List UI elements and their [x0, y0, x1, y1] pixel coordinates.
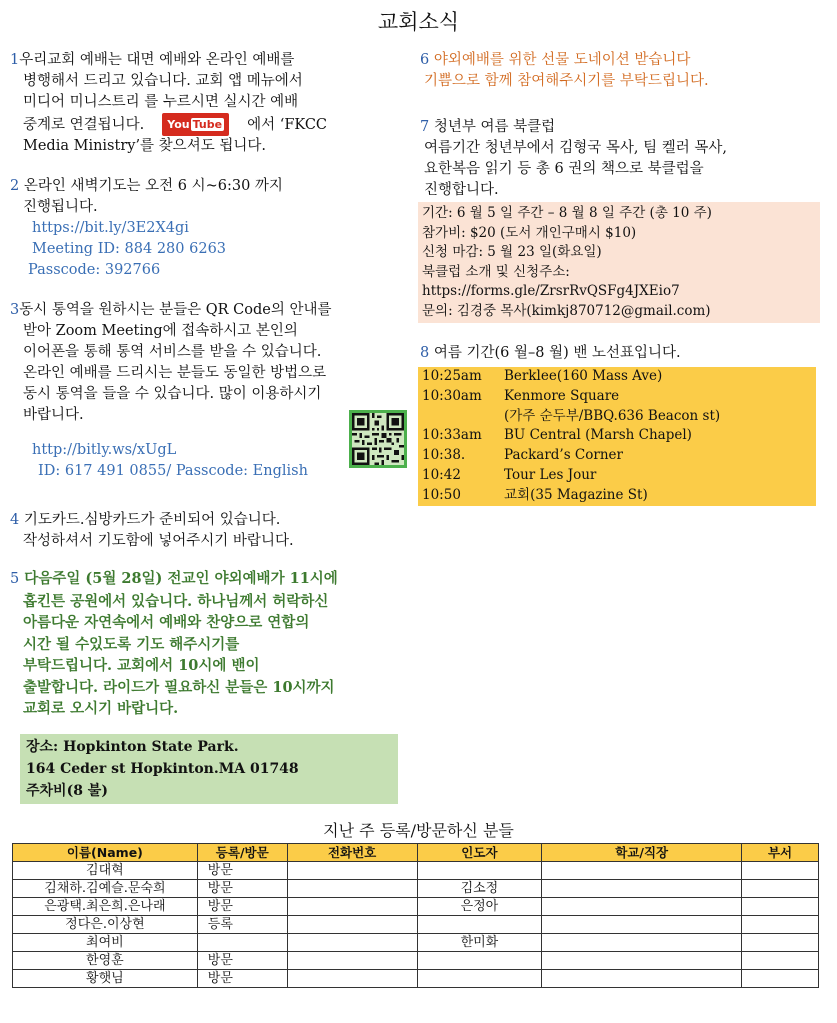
notice-text: 기쁨으로 함께 참여해주시기를 부탁드립니다.	[424, 73, 709, 89]
route-row	[418, 486, 816, 506]
route-time: 10:42	[422, 466, 461, 483]
dawn-prayer-link[interactable]: https://bit.ly/3E2X4gi	[32, 220, 189, 236]
notice-number: 8	[420, 345, 430, 361]
cell-department	[742, 880, 819, 898]
notice-text: 진행합니다.	[424, 182, 499, 198]
bookclub-details-box	[418, 202, 820, 323]
notice-8	[420, 343, 830, 364]
bookclub-signup-link[interactable]: https://forms.gle/ZrsrRvQSFg4JXEio7	[422, 283, 680, 299]
cell-phone	[287, 898, 417, 916]
cell-guide: 은정아	[417, 898, 542, 916]
cell-phone	[287, 916, 417, 934]
cell-guide: 김소정	[417, 880, 542, 898]
notice-number: 1	[10, 52, 20, 68]
route-time: 10:38.	[422, 447, 466, 464]
notice-text: 여름기간 청년부에서 김형국 목사, 팀 켈러 목사,	[424, 140, 728, 156]
table-header-row	[13, 844, 819, 862]
route-row	[418, 367, 816, 387]
youtube-logo-you: You	[167, 118, 190, 131]
route-time	[422, 407, 504, 427]
cell-department	[742, 898, 819, 916]
youtube-logo	[162, 113, 229, 136]
cell-status: 방문	[197, 952, 287, 970]
route-stop: Kenmore Square	[504, 387, 620, 404]
interpretation-id: ID: 617 491 0855/ Passcode: English	[38, 463, 308, 479]
notice-text: 우리교회 예배는 대면 예배와 온라인 예배를	[19, 52, 295, 68]
notice-text: 요한복음 읽기 등 총 6 권의 책으로 북클럽을	[424, 161, 704, 177]
route-time: 10:33am	[422, 427, 482, 444]
qr-code[interactable]	[349, 410, 407, 468]
notice-text: 다음주일 (5월 28일) 전교인 야외예배가 11시에	[24, 570, 338, 587]
notice-2	[10, 176, 410, 281]
notice-6	[420, 50, 830, 92]
table-row	[13, 934, 819, 952]
route-stop: BU Central (Marsh Chapel)	[504, 427, 692, 444]
meeting-id: Meeting ID: 884 280 6263	[32, 241, 227, 257]
table-row	[13, 952, 819, 970]
cell-phone	[287, 880, 417, 898]
cell-guide	[417, 952, 542, 970]
cell-department	[742, 916, 819, 934]
cell-department	[742, 952, 819, 970]
cell-status: 방문	[197, 880, 287, 898]
visitors-title: 지난 주 등록/방문하신 분들	[323, 821, 514, 840]
notice-number: 6	[420, 52, 430, 68]
notice-5	[10, 568, 410, 720]
notice-text: 온라인 새벽기도는 오전 6 시~6:30 까지	[23, 178, 283, 194]
notice-text: 출발합니다. 라이드가 필요하신 분들은 10시까지	[23, 678, 335, 696]
notice-text: 시간 될 수있도록 기도 해주시기를	[23, 635, 240, 653]
cell-name: 은광택.최은희.은나래	[13, 898, 198, 916]
notice-text: 홉킨튼 공원에서 있습니다. 하나님께서 허락하신	[23, 592, 329, 610]
notice-text: 교회로 오시기 바랍니다.	[23, 700, 179, 717]
route-row	[418, 407, 816, 427]
notice-text: 온라인 예배를 드리시는 분들도 동일한 방법으로	[23, 365, 327, 381]
route-row	[418, 446, 816, 466]
notice-number: 2	[10, 178, 20, 194]
cell-name: 김채하.김예슬.문숙희	[13, 880, 198, 898]
table-row	[13, 916, 819, 934]
col-header-school-work: 학교/직장	[542, 844, 742, 862]
notice-number: 4	[10, 512, 20, 528]
route-row	[418, 426, 816, 446]
interpretation-link[interactable]: http://bitly.ws/xUgL	[32, 442, 177, 458]
cell-name: 최여비	[13, 934, 198, 952]
notice-heading: 청년부 여름 북클럽	[433, 119, 556, 135]
notice-text: 동시 통역을 들을 수 있습니다. 많이 이용하시기	[23, 386, 322, 402]
route-row	[418, 466, 816, 486]
cell-name: 김대혁	[13, 862, 198, 880]
notice-text: 동시 통역을 원하시는 분들은 QR Code의 안내를	[19, 302, 332, 318]
youtube-logo-tube: Tube	[192, 118, 223, 131]
notice-text: 이어폰을 통해 통역 서비스를 받을 수 있습니다.	[23, 344, 322, 360]
notice-text: 에서 ‘FKCC	[247, 117, 328, 133]
notice-7	[420, 117, 830, 201]
notice-text: 미디어 미니스트리 를 누르시면 실시간 예배	[23, 94, 299, 110]
notice-text: Media Ministry’를 찾으셔도 됩니다.	[23, 138, 266, 154]
notice-heading: 여름 기간(6 월–8 월) 밴 노선표입니다.	[433, 345, 681, 361]
cell-status: 방문	[197, 862, 287, 880]
notice-text: 작성하셔서 기도함에 넣어주시기 바랍니다.	[23, 533, 294, 549]
cell-guide: 한미화	[417, 934, 542, 952]
notice-text: 야외예배를 위한 선물 도네이션 받습니다	[433, 52, 691, 68]
cell-school-work	[542, 970, 742, 988]
cell-department	[742, 934, 819, 952]
picnic-location-box	[20, 734, 398, 804]
cell-phone	[287, 934, 417, 952]
col-header-guide: 인도자	[417, 844, 542, 862]
cell-school-work	[542, 934, 742, 952]
route-stop: Berklee(160 Mass Ave)	[504, 368, 663, 384]
notice-text: 중계로 연결됩니다.	[23, 117, 145, 133]
cell-school-work	[542, 952, 742, 970]
bookclub-fee: 참가비: $20 (도서 개인구매시 $10)	[422, 224, 637, 241]
route-stop: Tour Les Jour	[504, 466, 597, 483]
route-stop: Packard’s Corner	[504, 447, 623, 464]
notice-text: 받아 Zoom Meeting에 접속하시고 본인의	[23, 323, 298, 339]
cell-school-work	[542, 916, 742, 934]
table-row	[13, 862, 819, 880]
notice-text: 진행됩니다.	[23, 199, 98, 215]
passcode: Passcode: 392766	[28, 262, 161, 278]
route-time: 10:50	[422, 486, 461, 503]
notice-number: 7	[420, 119, 430, 135]
notice-text: 병행해서 드리고 있습니다. 교회 앱 메뉴에서	[23, 73, 303, 89]
table-row	[13, 970, 819, 988]
notice-1	[10, 50, 410, 157]
cell-status: 등록	[197, 916, 287, 934]
cell-name: 정다은.이상현	[13, 916, 198, 934]
route-row	[418, 387, 816, 407]
col-header-phone: 전화번호	[287, 844, 417, 862]
table-row	[13, 898, 819, 916]
cell-status: 방문	[197, 898, 287, 916]
col-header-name: 이름(Name)	[13, 844, 198, 862]
van-route-table	[418, 367, 816, 506]
bookclub-signup-label: 북클럽 소개 및 신청주소:	[422, 263, 570, 280]
page-title: 교회소식	[377, 10, 460, 34]
cell-guide	[417, 862, 542, 880]
col-header-department: 부서	[742, 844, 819, 862]
cell-name: 한영훈	[13, 952, 198, 970]
cell-status: 방문	[197, 970, 287, 988]
visitors-table	[12, 843, 819, 988]
cell-department	[742, 862, 819, 880]
notice-4	[10, 510, 410, 552]
cell-name: 황햇님	[13, 970, 198, 988]
bookclub-contact: 문의: 김경중 목사(kimkj870712@gmail.com)	[422, 302, 711, 319]
cell-phone	[287, 970, 417, 988]
notice-text: 바랍니다.	[23, 407, 84, 423]
route-stop: (가주 순두부/BBQ.636 Beacon st)	[504, 407, 721, 424]
cell-school-work	[542, 898, 742, 916]
notice-number: 3	[10, 302, 20, 318]
route-time: 10:30am	[422, 387, 482, 404]
notice-text: 부탁드립니다. 교회에서 10시에 밴이	[23, 657, 260, 674]
parking-fee: 주차비(8 불)	[26, 783, 108, 799]
cell-school-work	[542, 862, 742, 880]
route-stop: 교회(35 Magazine St)	[504, 486, 648, 503]
cell-phone	[287, 862, 417, 880]
notice-number: 5	[10, 571, 20, 587]
route-time: 10:25am	[422, 368, 482, 384]
location-address: 164 Ceder st Hopkinton.MA 01748	[26, 761, 299, 777]
bookclub-deadline: 신청 마감: 5 월 23 일(화요일)	[422, 244, 602, 260]
cell-phone	[287, 952, 417, 970]
cell-guide	[417, 916, 542, 934]
bookclub-period: 기간: 6 월 5 일 주간 – 8 월 8 일 주간 (총 10 주)	[422, 205, 712, 221]
notice-text: 아름다운 자연속에서 예배와 찬양으로 연합의	[23, 614, 310, 631]
table-row	[13, 880, 819, 898]
location-line: 장소: Hopkinton State Park.	[26, 739, 239, 755]
cell-guide	[417, 970, 542, 988]
col-header-status: 등록/방문	[197, 844, 287, 862]
notice-text: 기도카드.심방카드가 준비되어 있습니다.	[23, 512, 281, 528]
cell-school-work	[542, 880, 742, 898]
cell-status	[197, 934, 287, 952]
cell-department	[742, 970, 819, 988]
